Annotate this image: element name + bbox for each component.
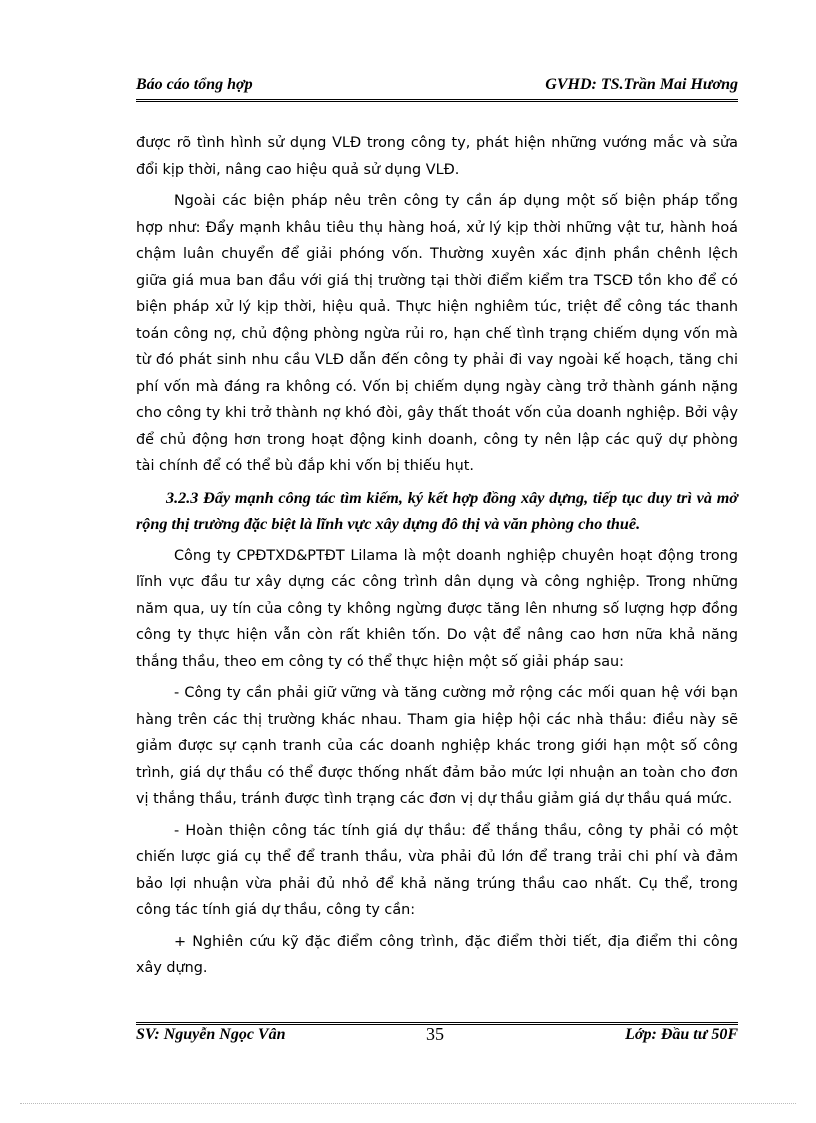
paragraph: Ngoài các biện pháp nêu trên công ty cần áp dụng một số biện pháp tổng hợp như: Đẩy mạnh khâu tiêu thụ hàng hoá, xử lý kịp thời những vật tư, hành hoá chậm luân chuyển để giải phóng vốn. Thường xuyên xác định phần chênh lệch giữa giá mua ban đầu với giá thị trường tại thời điểm kiểm tra TSCĐ tồn kho để có biện pháp xử lý kịp thời, hiệu quả. Thực hiện nghiêm túc, triệt để công tác thanh toán công nợ, chủ động phòng ngừa rủi ro, hạn chế tình trạng chiếm dụng vốn mà từ đó phát sinh nhu cầu VLĐ dẫn đến công ty phải đi vay ngoài kế hoạch, tăng chi phí vốn mà đáng ra không có. Vốn bị chiếm dụng ngày càng trở thành gánh nặng cho công ty khi trở thành nợ khó đòi, gây thất thoát vốn của doanh nghiệp. Bởi vậy để chủ động hơn trong hoạt động kinh doanh, công ty nên lập các quỹ dự phòng tài chính để có thể bù đắp khi vốn bị thiếu hụt.: [136, 193, 738, 474]
supervisor-name: GVHD: TS.Trần Mai Hương: [545, 76, 738, 93]
report-title: Báo cáo tổng hợp: [136, 76, 253, 93]
page-number: 35: [426, 1024, 444, 1044]
paragraph: Công ty CPĐTXD&PTĐT Lilama là một doanh nghiệp chuyên hoạt động trong lĩnh vực đầu tư xây dựng các công trình dân dụng và công nghiệp. Trong những năm qua, uy tín của công ty không ngừng được tăng lên nhưng số lượng hợp đồng công ty thực hiện vẫn còn rất khiên tốn. Do vật để nâng cao hơn nữa khả năng thắng thầu, theo em công ty có thể thực hiện một số giải pháp sau:: [136, 547, 738, 670]
page-header: [136, 74, 738, 100]
paragraph-continuation: được rõ tình hình sử dụng VLĐ trong công ty, phát hiện những vướng mắc và sửa đổi kịp thời, nâng cao hiệu quả sử dụng VLĐ.: [136, 135, 738, 178]
document-body: [136, 130, 738, 987]
page-footer: [136, 1026, 738, 1052]
paragraph: - Hoàn thiện công tác tính giá dự thầu: để thắng thầu, công ty phải có một chiến lược giá cụ thể để tranh thầu, vừa phải đủ lớn để trang trải chi phí và đảm bảo lợi nhuận vừa phải đủ nhỏ để khả năng trúng thầu cao nhất. Cụ thể, trong công tác tính giá dự thầu, công ty cần:: [136, 822, 738, 918]
page-edge: [20, 1103, 796, 1104]
paragraph: + Nghiên cứu kỹ đặc điểm công trình, đặc điểm thời tiết, địa điểm thi công xây dựng.: [136, 933, 738, 976]
student-name: SV: Nguyễn Ngọc Vân: [136, 1026, 286, 1043]
section-heading: 3.2.3 Đẩy mạnh công tác tìm kiếm, ký kết hợp đồng xây dựng, tiếp tục duy trì và mở rộng thị trường đặc biệt là lĩnh vực xây dựng đô thị và văn phòng cho thuê.: [136, 488, 738, 533]
header-divider: [136, 99, 738, 102]
class-name: Lớp: Đầu tư 50F: [625, 1026, 738, 1043]
paragraph: - Công ty cần phải giữ vững và tăng cường mở rộng các mối quan hệ với bạn hàng trên các thị trường khác nhau. Tham gia hiệp hội các nhà thầu: điều này sẽ giảm được sự cạnh tranh của các doanh nghiệp khác trong giới hạn một số công trình, giá dự thầu có thể được thống nhất đảm bảo mức lợi nhuận an toàn cho đơn vị thắng thầu, tránh được tình trạng các đơn vị dự thầu giảm giá dự thầu quá mức.: [136, 685, 738, 807]
